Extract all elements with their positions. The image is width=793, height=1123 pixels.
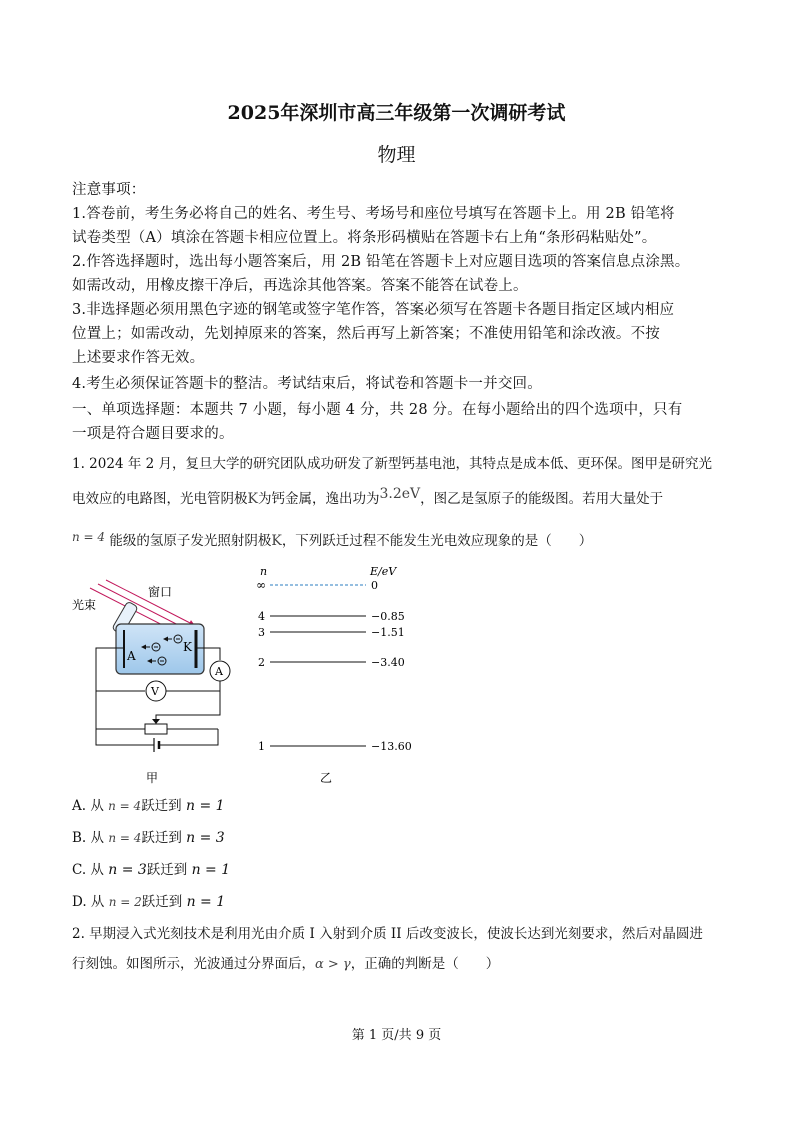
level-n-label: 1 — [258, 740, 265, 753]
option-to-level: n = 3 — [186, 830, 225, 846]
instruction-3-line-3: 上述要求作答无效。 — [72, 350, 205, 366]
q1-line-2-part-a: 电效应的电路图，光电管阴极 — [72, 491, 248, 507]
level-n-label: 2 — [258, 656, 265, 669]
level-n-label: ∞ — [256, 578, 266, 592]
option-mid: 跃迁到 — [141, 798, 182, 814]
rheostat-slider-wire — [156, 715, 218, 721]
option-prefix: C. 从 — [72, 862, 104, 878]
level-energy-label: 0 — [371, 579, 378, 592]
q1-line-2-part-c: ，图乙是氢原子的能级图。若用大量处于 — [420, 491, 664, 507]
instructions-heading: 注意事项： — [72, 182, 146, 198]
option-to-level: n = 1 — [186, 894, 226, 910]
q1-line-2-part-b: 为钙金属，逸出功为 — [257, 491, 380, 507]
figure-left-caption: 甲 — [146, 771, 159, 785]
q2-line-2-part-b: ，正确的判断是（ ） — [350, 956, 500, 972]
rheostat-slider — [152, 719, 160, 724]
q2-line-2 — [72, 952, 499, 972]
option-d[interactable] — [72, 890, 225, 910]
option-b[interactable] — [72, 826, 225, 846]
angle-condition: α > γ — [315, 957, 351, 972]
cathode-symbol: K — [247, 491, 258, 507]
energy-axis-header: E/eV — [370, 565, 397, 578]
energy-level-diagram — [250, 560, 430, 785]
light-beam-label: 光束 — [72, 598, 97, 612]
option-prefix: B. 从 — [72, 830, 105, 846]
light-ray-2 — [98, 584, 188, 630]
option-c[interactable] — [72, 858, 230, 878]
q1-line-3 — [72, 529, 592, 549]
option-from-level: n = 4 — [108, 799, 142, 813]
cathode-label: K — [183, 640, 192, 654]
work-function: 3.2eV — [379, 486, 421, 502]
option-a[interactable] — [72, 794, 225, 814]
q1-line-2 — [72, 487, 663, 507]
option-mid: 跃迁到 — [146, 862, 188, 878]
anode-label: A — [127, 649, 136, 663]
level-energy-label: −0.85 — [371, 610, 405, 623]
instruction-3-line-2: 位置上；如需改动，先划掉原来的答案，然后再写上新答案；不准使用铅笔和涂改液。不按 — [72, 326, 660, 342]
q2-line-1: 2. 早期浸入式光刻技术是利用光由介质 I 入射到介质 II 后改变波长，使波长达到光刻要求，然后对晶圆进 — [72, 926, 703, 942]
option-mid: 跃迁到 — [141, 830, 182, 846]
ammeter-label: A — [215, 665, 223, 678]
option-from-level: n = 2 — [108, 895, 142, 909]
level-energy-label: −13.60 — [371, 740, 412, 753]
option-from-level: n = 4 — [108, 831, 142, 845]
rheostat — [145, 724, 167, 734]
exam-title: 2025年深圳市高三年级第一次调研考试 — [227, 102, 566, 124]
option-to-level: n = 1 — [185, 798, 225, 814]
cathode-symbol-2: K — [271, 533, 282, 549]
section-heading-line-1: 一、单项选择题：本题共 7 小题，每小题 4 分，共 28 分。在每小题给出的四个选项中，只有 — [72, 402, 683, 418]
subject-title: 物理 — [377, 144, 416, 166]
instruction-4: 4.考生必须保证答题卡的整洁。考试结束后，将试卷和答题卡一并交回。 — [72, 376, 542, 392]
q1-line-3-part-b: ，下列跃迁过程不能发生光电效应现象的是（ ） — [281, 533, 593, 549]
level-energy-label: −3.40 — [371, 656, 405, 669]
figure-right-caption: 乙 — [320, 771, 333, 785]
level-n-label: 3 — [258, 626, 265, 639]
q2-line-2-part-a: 行刻蚀。如图所示，光波通过分界面后， — [72, 956, 315, 972]
window-label: 窗口 — [148, 585, 173, 599]
option-from-level: n = 3 — [108, 862, 147, 878]
option-to-level: n = 1 — [191, 862, 231, 878]
instruction-2-line-2: 如需改动，用橡皮擦干净后，再选涂其他答案。答案不能答在试卷上。 — [72, 278, 528, 294]
instruction-1-line-1: 1.答卷前，考生务必将自己的姓名、考生号、考场号和座位号填写在答题卡上。用 2B 铅笔将 — [72, 206, 675, 222]
option-mid: 跃迁到 — [141, 894, 183, 910]
page-number: 第 1 页/共 9 页 — [351, 1028, 442, 1043]
instruction-2-line-1: 2.作答选择题时，选出每小题答案后，用 2B 铅笔在答题卡上对应题目选项的答案信息点涂黑。 — [72, 254, 690, 270]
level-energy-label: −1.51 — [371, 626, 405, 639]
option-prefix: A. 从 — [72, 798, 104, 814]
n-equals-4: n = 4 — [72, 530, 106, 544]
n-axis-header: n — [260, 565, 268, 578]
section-heading-line-2: 一项是符合题目要求的。 — [72, 426, 234, 442]
instruction-3-line-1: 3.非选择题必须用黑色字迹的钢笔或签字笔作答，答案必须写在答题卡各题目指定区域内相应 — [72, 302, 675, 318]
option-prefix: D. 从 — [72, 894, 105, 910]
instruction-1-line-2: 试卷类型（A）填涂在答题卡相应位置上。将条形码横贴在答题卡右上角“条形码粘贴处”。 — [72, 230, 657, 246]
level-n-label: 4 — [258, 610, 265, 623]
q1-line-3-part-a: 能级的氢原子发光照射阴极 — [109, 533, 272, 549]
voltmeter-label: V — [151, 685, 159, 698]
photoelectric-circuit-figure — [70, 578, 250, 788]
q1-line-1: 1. 2024 年 2 月，复旦大学的研究团队成功研发了新型钙基电池，其特点是成本低、更环保。图甲是研究光 — [72, 456, 712, 472]
